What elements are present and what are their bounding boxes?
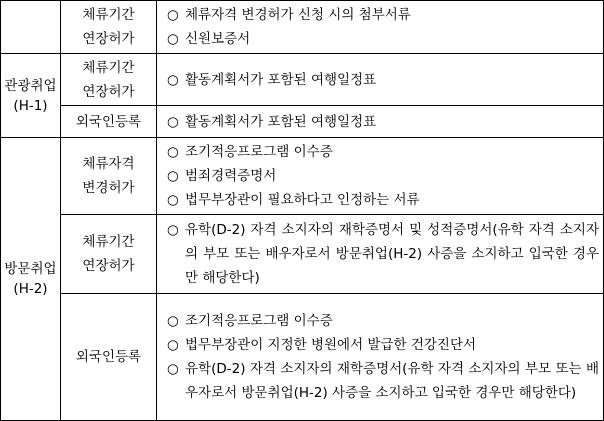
documents-cell (157, 54, 604, 106)
permission-label: 체류기간 (82, 234, 135, 250)
table-row (1, 215, 604, 294)
list-item (167, 188, 599, 212)
circle-bullet-icon: ○ (167, 168, 179, 184)
table-row (1, 54, 604, 106)
circle-bullet-icon: ○ (167, 192, 179, 208)
list-item (167, 333, 599, 357)
documents-cell (157, 106, 604, 138)
permission-cell (61, 106, 157, 138)
list-item (167, 27, 599, 51)
permission-label: 연장허가 (82, 83, 135, 100)
circle-bullet-icon: ○ (167, 71, 179, 88)
visa-type-cell (1, 54, 61, 138)
permission-label: 체류기간 (82, 7, 135, 23)
circle-bullet-icon: ○ (167, 222, 179, 238)
document-text: 유학(D-2) 자격 소지자의 재학증명서(유학 자격 소지자의 부모 또는 배우자로서 방문취업(H-2) 사증을 소지하고 입국한 경우만 해당한다) (185, 361, 599, 401)
document-text: 법무부장관이 지정한 병원에서 발급한 건강진단서 (185, 337, 477, 353)
permission-label: 변경허가 (82, 180, 135, 196)
list-item (167, 357, 599, 405)
permission-cell (61, 294, 157, 421)
permission-label: 외국인등록 (75, 349, 142, 365)
list-item (167, 110, 599, 134)
table-row (1, 294, 604, 421)
document-text: 조기적응프로그램 이수증 (185, 144, 333, 160)
permission-cell (61, 215, 157, 294)
circle-bullet-icon: ○ (167, 113, 179, 130)
list-item (167, 68, 599, 92)
permission-cell (61, 138, 157, 215)
visa-cell-empty (1, 1, 61, 54)
visa-type-label: 관광취업 (4, 77, 57, 94)
circle-bullet-icon: ○ (167, 144, 179, 160)
permission-label: 연장허가 (82, 31, 135, 47)
documents-cell (157, 294, 604, 421)
document-text: 유학(D-2) 자격 소지자의 재학증명서 및 성적증명서(유학 자격 소지자의 부모 또는 배우자로서 방문취업(H-2) 사증을 소지하고 입국한 경우만 해당한다) (185, 222, 599, 286)
document-text: 활동계획서가 포함된 여행일정표 (185, 113, 377, 130)
circle-bullet-icon: ○ (167, 361, 179, 377)
visa-type-label: 방문취업 (4, 261, 57, 277)
list-item (167, 218, 599, 290)
permission-label: 연장허가 (82, 258, 135, 274)
circle-bullet-icon: ○ (167, 337, 179, 353)
document-text: 범죄경력증명서 (185, 168, 277, 184)
visa-code-label: (H-1) (13, 97, 48, 114)
circle-bullet-icon: ○ (167, 7, 179, 23)
document-text: 신원보증서 (185, 31, 251, 47)
list-item (167, 164, 599, 188)
documents-cell (157, 138, 604, 215)
list-item (167, 140, 599, 164)
list-item (167, 309, 599, 333)
documents-cell (157, 1, 604, 54)
document-text: 활동계획서가 포함된 여행일정표 (185, 71, 377, 88)
table-row (1, 138, 604, 215)
document-text: 조기적응프로그램 이수증 (185, 313, 333, 329)
circle-bullet-icon: ○ (167, 313, 179, 329)
documents-cell (157, 215, 604, 294)
permission-cell (61, 1, 157, 54)
visa-code-label: (H-2) (13, 281, 48, 297)
permission-cell (61, 54, 157, 106)
table-row (1, 106, 604, 138)
list-item (167, 3, 599, 27)
permission-label: 체류자격 (82, 156, 135, 172)
permission-label: 체류기간 (82, 59, 135, 76)
permission-label: 외국인등록 (75, 113, 142, 130)
circle-bullet-icon: ○ (167, 31, 179, 47)
document-text: 법무부장관이 필요하다고 인정하는 서류 (185, 192, 420, 208)
table-row (1, 1, 604, 54)
visa-type-cell (1, 138, 61, 421)
document-text: 체류자격 변경허가 신청 시의 첨부서류 (185, 7, 411, 23)
